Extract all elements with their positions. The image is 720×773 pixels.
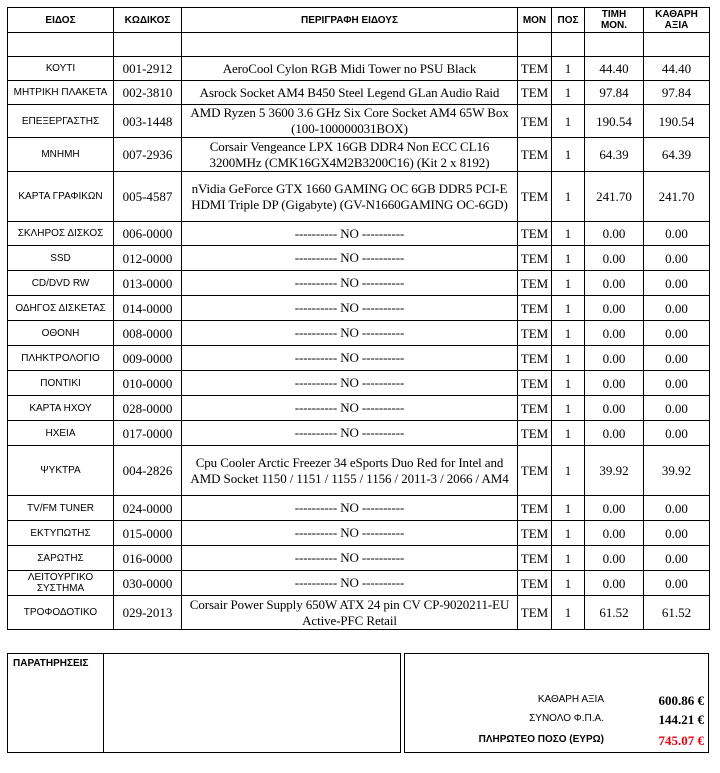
row-description: ---------- NO ---------- bbox=[182, 321, 518, 346]
net-total-row bbox=[405, 693, 708, 709]
row-category: ΨΥΚΤΡΑ bbox=[8, 446, 114, 496]
remarks-label: ΠΑΡΑΤΗΡΗΣΕΙΣ bbox=[13, 658, 89, 669]
row-unit: ΤΕΜ bbox=[518, 421, 552, 446]
header-code: ΚΩΔΙΚΟΣ bbox=[114, 8, 182, 33]
table-row bbox=[8, 421, 710, 446]
row-description: Corsair Vengeance LPX 16GB DDR4 Non ECC CL16 3200MHz (CMK16GX4M2B3200C16) (Kit 2 x 8192) bbox=[182, 138, 518, 172]
row-unit-price: 0.00 bbox=[585, 246, 644, 271]
table-row bbox=[8, 105, 710, 138]
remarks-box bbox=[7, 653, 104, 753]
row-unit: ΤΕΜ bbox=[518, 222, 552, 246]
table-row bbox=[8, 446, 710, 496]
payable-total-label: ΠΛΗΡΩΤΕΟ ΠΟΣΟ (ΕΥΡΩ) bbox=[478, 734, 604, 745]
row-category: ΜΗΤΡΙΚΗ ΠΛΑΚΕΤΑ bbox=[8, 81, 114, 105]
row-unit-price: 39.92 bbox=[585, 446, 644, 496]
row-unit: ΤΕΜ bbox=[518, 296, 552, 321]
row-code: 013-0000 bbox=[114, 271, 182, 296]
row-description: ---------- NO ---------- bbox=[182, 346, 518, 371]
row-qty: 1 bbox=[552, 105, 585, 138]
blank-cell bbox=[182, 33, 518, 57]
row-code: 004-2826 bbox=[114, 446, 182, 496]
row-unit-price: 64.39 bbox=[585, 138, 644, 172]
vat-total-value: 144.21 € bbox=[658, 712, 704, 727]
row-category: ΚΑΡΤΑ ΓΡΑΦΙΚΩΝ bbox=[8, 172, 114, 222]
row-unit: ΤΕΜ bbox=[518, 57, 552, 81]
row-net-value: 0.00 bbox=[644, 396, 710, 421]
row-description: ---------- NO ---------- bbox=[182, 521, 518, 546]
row-code: 024-0000 bbox=[114, 496, 182, 521]
row-description: ---------- NO ---------- bbox=[182, 271, 518, 296]
row-net-value: 190.54 bbox=[644, 105, 710, 138]
row-net-value: 0.00 bbox=[644, 371, 710, 396]
row-unit: ΤΕΜ bbox=[518, 321, 552, 346]
table-row bbox=[8, 222, 710, 246]
table-row bbox=[8, 246, 710, 271]
row-category: ΟΔΗΓΟΣ ΔΙΣΚΕΤΑΣ bbox=[8, 296, 114, 321]
row-code: 003-1448 bbox=[114, 105, 182, 138]
row-unit-price: 97.84 bbox=[585, 81, 644, 105]
row-unit: ΤΕΜ bbox=[518, 271, 552, 296]
payable-total-row bbox=[405, 733, 708, 749]
row-category: ΟΘΟΝΗ bbox=[8, 321, 114, 346]
row-category: CD/DVD RW bbox=[8, 271, 114, 296]
row-qty: 1 bbox=[552, 421, 585, 446]
row-category: ΕΠΕΞΕΡΓΑΣΤΗΣ bbox=[8, 105, 114, 138]
row-qty: 1 bbox=[552, 321, 585, 346]
header-description: ΠΕΡΙΓΡΑΦΗ ΕΙΔΟΥΣ bbox=[182, 8, 518, 33]
row-description: ---------- NO ---------- bbox=[182, 296, 518, 321]
row-unit: ΤΕΜ bbox=[518, 546, 552, 571]
row-net-value: 39.92 bbox=[644, 446, 710, 496]
row-net-value: 0.00 bbox=[644, 421, 710, 446]
row-category: ΗΧΕΙΑ bbox=[8, 421, 114, 446]
blank-cell bbox=[114, 33, 182, 57]
table-row bbox=[8, 81, 710, 105]
row-description: Corsair Power Supply 650W ATX 24 pin CV CP-9020211-EU Active-PFC Retail bbox=[182, 596, 518, 630]
row-qty: 1 bbox=[552, 571, 585, 596]
row-unit-price: 0.00 bbox=[585, 271, 644, 296]
row-category: ΠΟΝΤΙΚΙ bbox=[8, 371, 114, 396]
table-row bbox=[8, 571, 710, 596]
row-unit: ΤΕΜ bbox=[518, 172, 552, 222]
row-qty: 1 bbox=[552, 138, 585, 172]
vat-total-label: ΣΥΝΟΛΟ Φ.Π.Α. bbox=[529, 713, 604, 724]
table-row bbox=[8, 172, 710, 222]
row-description: ---------- NO ---------- bbox=[182, 496, 518, 521]
row-qty: 1 bbox=[552, 222, 585, 246]
row-net-value: 0.00 bbox=[644, 546, 710, 571]
row-unit-price: 0.00 bbox=[585, 571, 644, 596]
table-row bbox=[8, 371, 710, 396]
row-code: 014-0000 bbox=[114, 296, 182, 321]
row-code: 002-3810 bbox=[114, 81, 182, 105]
table-row bbox=[8, 346, 710, 371]
row-net-value: 0.00 bbox=[644, 222, 710, 246]
table-row bbox=[8, 546, 710, 571]
row-unit-price: 0.00 bbox=[585, 396, 644, 421]
row-unit: ΤΕΜ bbox=[518, 496, 552, 521]
row-code: 005-4587 bbox=[114, 172, 182, 222]
row-category: ΠΛΗΚΤΡΟΛΟΓΙΟ bbox=[8, 346, 114, 371]
header-unit-price-line2: ΜΟΝ. bbox=[600, 20, 628, 31]
blank-cell bbox=[644, 33, 710, 57]
row-unit-price: 0.00 bbox=[585, 222, 644, 246]
row-qty: 1 bbox=[552, 296, 585, 321]
totals-box bbox=[404, 653, 709, 753]
table-row bbox=[8, 496, 710, 521]
blank-cell bbox=[8, 33, 114, 57]
row-unit: ΤΕΜ bbox=[518, 81, 552, 105]
header-unit-price-line1: ΤΙΜΗ bbox=[601, 9, 627, 20]
row-category: ΚΟΥΤΙ bbox=[8, 57, 114, 81]
header-unit-price bbox=[585, 8, 644, 33]
table-row bbox=[8, 138, 710, 172]
header-net-value bbox=[644, 8, 710, 33]
row-category: ΛΕΙΤΟΥΡΓΙΚΟ ΣΥΣΤΗΜΑ bbox=[8, 571, 114, 596]
row-description: ---------- NO ---------- bbox=[182, 246, 518, 271]
row-category: SSD bbox=[8, 246, 114, 271]
row-unit: ΤΕΜ bbox=[518, 596, 552, 630]
row-code: 028-0000 bbox=[114, 396, 182, 421]
row-qty: 1 bbox=[552, 521, 585, 546]
table-row bbox=[8, 596, 710, 630]
table-row bbox=[8, 396, 710, 421]
row-unit: ΤΕΜ bbox=[518, 105, 552, 138]
header-category: ΕΙΔΟΣ bbox=[8, 8, 114, 33]
row-code: 012-0000 bbox=[114, 246, 182, 271]
row-unit-price: 0.00 bbox=[585, 321, 644, 346]
table-row bbox=[8, 296, 710, 321]
row-qty: 1 bbox=[552, 271, 585, 296]
row-qty: 1 bbox=[552, 546, 585, 571]
row-unit: ΤΕΜ bbox=[518, 138, 552, 172]
row-description: Cpu Cooler Arctic Freezer 34 eSports Duo Red for Intel and AMD Socket 1150 / 1151 / 1155 / 1156 / 2011-3 / 2066 / AM4 bbox=[182, 446, 518, 496]
net-total-label: ΚΑΘΑΡΗ ΑΞΙΑ bbox=[537, 694, 604, 705]
row-code: 001-2912 bbox=[114, 57, 182, 81]
row-category: ΕΚΤΥΠΩΤΗΣ bbox=[8, 521, 114, 546]
row-net-value: 64.39 bbox=[644, 138, 710, 172]
row-unit-price: 0.00 bbox=[585, 496, 644, 521]
row-qty: 1 bbox=[552, 371, 585, 396]
row-qty: 1 bbox=[552, 596, 585, 630]
row-unit-price: 0.00 bbox=[585, 296, 644, 321]
row-net-value: 61.52 bbox=[644, 596, 710, 630]
row-unit-price: 190.54 bbox=[585, 105, 644, 138]
row-code: 009-0000 bbox=[114, 346, 182, 371]
header-row bbox=[8, 8, 710, 33]
header-net-value-line2: ΑΞΙΑ bbox=[664, 20, 689, 31]
row-code: 008-0000 bbox=[114, 321, 182, 346]
row-net-value: 0.00 bbox=[644, 496, 710, 521]
table-row bbox=[8, 271, 710, 296]
table-row bbox=[8, 57, 710, 81]
row-net-value: 241.70 bbox=[644, 172, 710, 222]
row-category: ΣΚΛΗΡΟΣ ΔΙΣΚΟΣ bbox=[8, 222, 114, 246]
row-unit-price: 0.00 bbox=[585, 346, 644, 371]
row-qty: 1 bbox=[552, 346, 585, 371]
blank-cell bbox=[552, 33, 585, 57]
row-category: ΣΑΡΩΤΗΣ bbox=[8, 546, 114, 571]
net-total-value: 600.86 € bbox=[658, 693, 704, 708]
row-qty: 1 bbox=[552, 446, 585, 496]
row-net-value: 0.00 bbox=[644, 246, 710, 271]
blank-cell bbox=[585, 33, 644, 57]
row-unit-price: 0.00 bbox=[585, 421, 644, 446]
row-unit: ΤΕΜ bbox=[518, 246, 552, 271]
row-category: ΤΡΟΦΟΔΟΤΙΚΟ bbox=[8, 596, 114, 630]
row-code: 006-0000 bbox=[114, 222, 182, 246]
row-unit: ΤΕΜ bbox=[518, 446, 552, 496]
table-row bbox=[8, 521, 710, 546]
row-code: 007-2936 bbox=[114, 138, 182, 172]
row-code: 029-2013 bbox=[114, 596, 182, 630]
row-qty: 1 bbox=[552, 172, 585, 222]
row-qty: 1 bbox=[552, 396, 585, 421]
row-unit-price: 44.40 bbox=[585, 57, 644, 81]
header-unit: ΜΟΝ bbox=[518, 8, 552, 33]
row-description: Asrock Socket AM4 B450 Steel Legend GLan Audio Raid bbox=[182, 81, 518, 105]
row-description: ---------- NO ---------- bbox=[182, 396, 518, 421]
row-net-value: 0.00 bbox=[644, 271, 710, 296]
row-category: ΜΝΗΜΗ bbox=[8, 138, 114, 172]
row-net-value: 0.00 bbox=[644, 521, 710, 546]
row-description: ---------- NO ---------- bbox=[182, 222, 518, 246]
header-net-value-line1: ΚΑΘΑΡΗ bbox=[655, 9, 698, 20]
row-category: ΚΑΡΤΑ ΗΧΟΥ bbox=[8, 396, 114, 421]
items-body bbox=[8, 33, 710, 630]
row-unit-price: 0.00 bbox=[585, 546, 644, 571]
row-code: 017-0000 bbox=[114, 421, 182, 446]
blank-row bbox=[8, 33, 710, 57]
row-code: 010-0000 bbox=[114, 371, 182, 396]
row-description: ---------- NO ---------- bbox=[182, 421, 518, 446]
row-unit: ΤΕΜ bbox=[518, 396, 552, 421]
payable-total-value: 745.07 € bbox=[658, 733, 704, 748]
row-unit-price: 0.00 bbox=[585, 371, 644, 396]
row-net-value: 0.00 bbox=[644, 346, 710, 371]
row-code: 016-0000 bbox=[114, 546, 182, 571]
row-qty: 1 bbox=[552, 81, 585, 105]
row-description: AeroCool Cylon RGB Midi Tower no PSU Black bbox=[182, 57, 518, 81]
row-description: nVidia GeForce GTX 1660 GAMING OC 6GB DDR5 PCI-E HDMI Triple DP (Gigabyte) (GV-N1660GAMING OC-6GD) bbox=[182, 172, 518, 222]
row-unit: ΤΕΜ bbox=[518, 346, 552, 371]
row-category: TV/FM TUNER bbox=[8, 496, 114, 521]
header-qty: ΠΟΣ bbox=[552, 8, 585, 33]
row-unit-price: 0.00 bbox=[585, 521, 644, 546]
vat-total-row bbox=[405, 712, 708, 728]
table-row bbox=[8, 321, 710, 346]
row-net-value: 0.00 bbox=[644, 571, 710, 596]
items-table bbox=[7, 7, 710, 630]
row-net-value: 97.84 bbox=[644, 81, 710, 105]
row-unit-price: 241.70 bbox=[585, 172, 644, 222]
blank-cell bbox=[518, 33, 552, 57]
footer-section bbox=[7, 653, 709, 753]
row-unit: ΤΕΜ bbox=[518, 521, 552, 546]
row-unit: ΤΕΜ bbox=[518, 371, 552, 396]
row-code: 015-0000 bbox=[114, 521, 182, 546]
row-description: ---------- NO ---------- bbox=[182, 371, 518, 396]
row-qty: 1 bbox=[552, 57, 585, 81]
row-unit: ΤΕΜ bbox=[518, 571, 552, 596]
row-net-value: 0.00 bbox=[644, 296, 710, 321]
row-net-value: 0.00 bbox=[644, 321, 710, 346]
row-description: ---------- NO ---------- bbox=[182, 571, 518, 596]
row-description: AMD Ryzen 5 3600 3.6 GHz Six Core Socket AM4 65W Box (100-100000031BOX) bbox=[182, 105, 518, 138]
remarks-area bbox=[103, 653, 401, 753]
row-qty: 1 bbox=[552, 246, 585, 271]
row-code: 030-0000 bbox=[114, 571, 182, 596]
row-net-value: 44.40 bbox=[644, 57, 710, 81]
row-qty: 1 bbox=[552, 496, 585, 521]
row-unit-price: 61.52 bbox=[585, 596, 644, 630]
row-description: ---------- NO ---------- bbox=[182, 546, 518, 571]
